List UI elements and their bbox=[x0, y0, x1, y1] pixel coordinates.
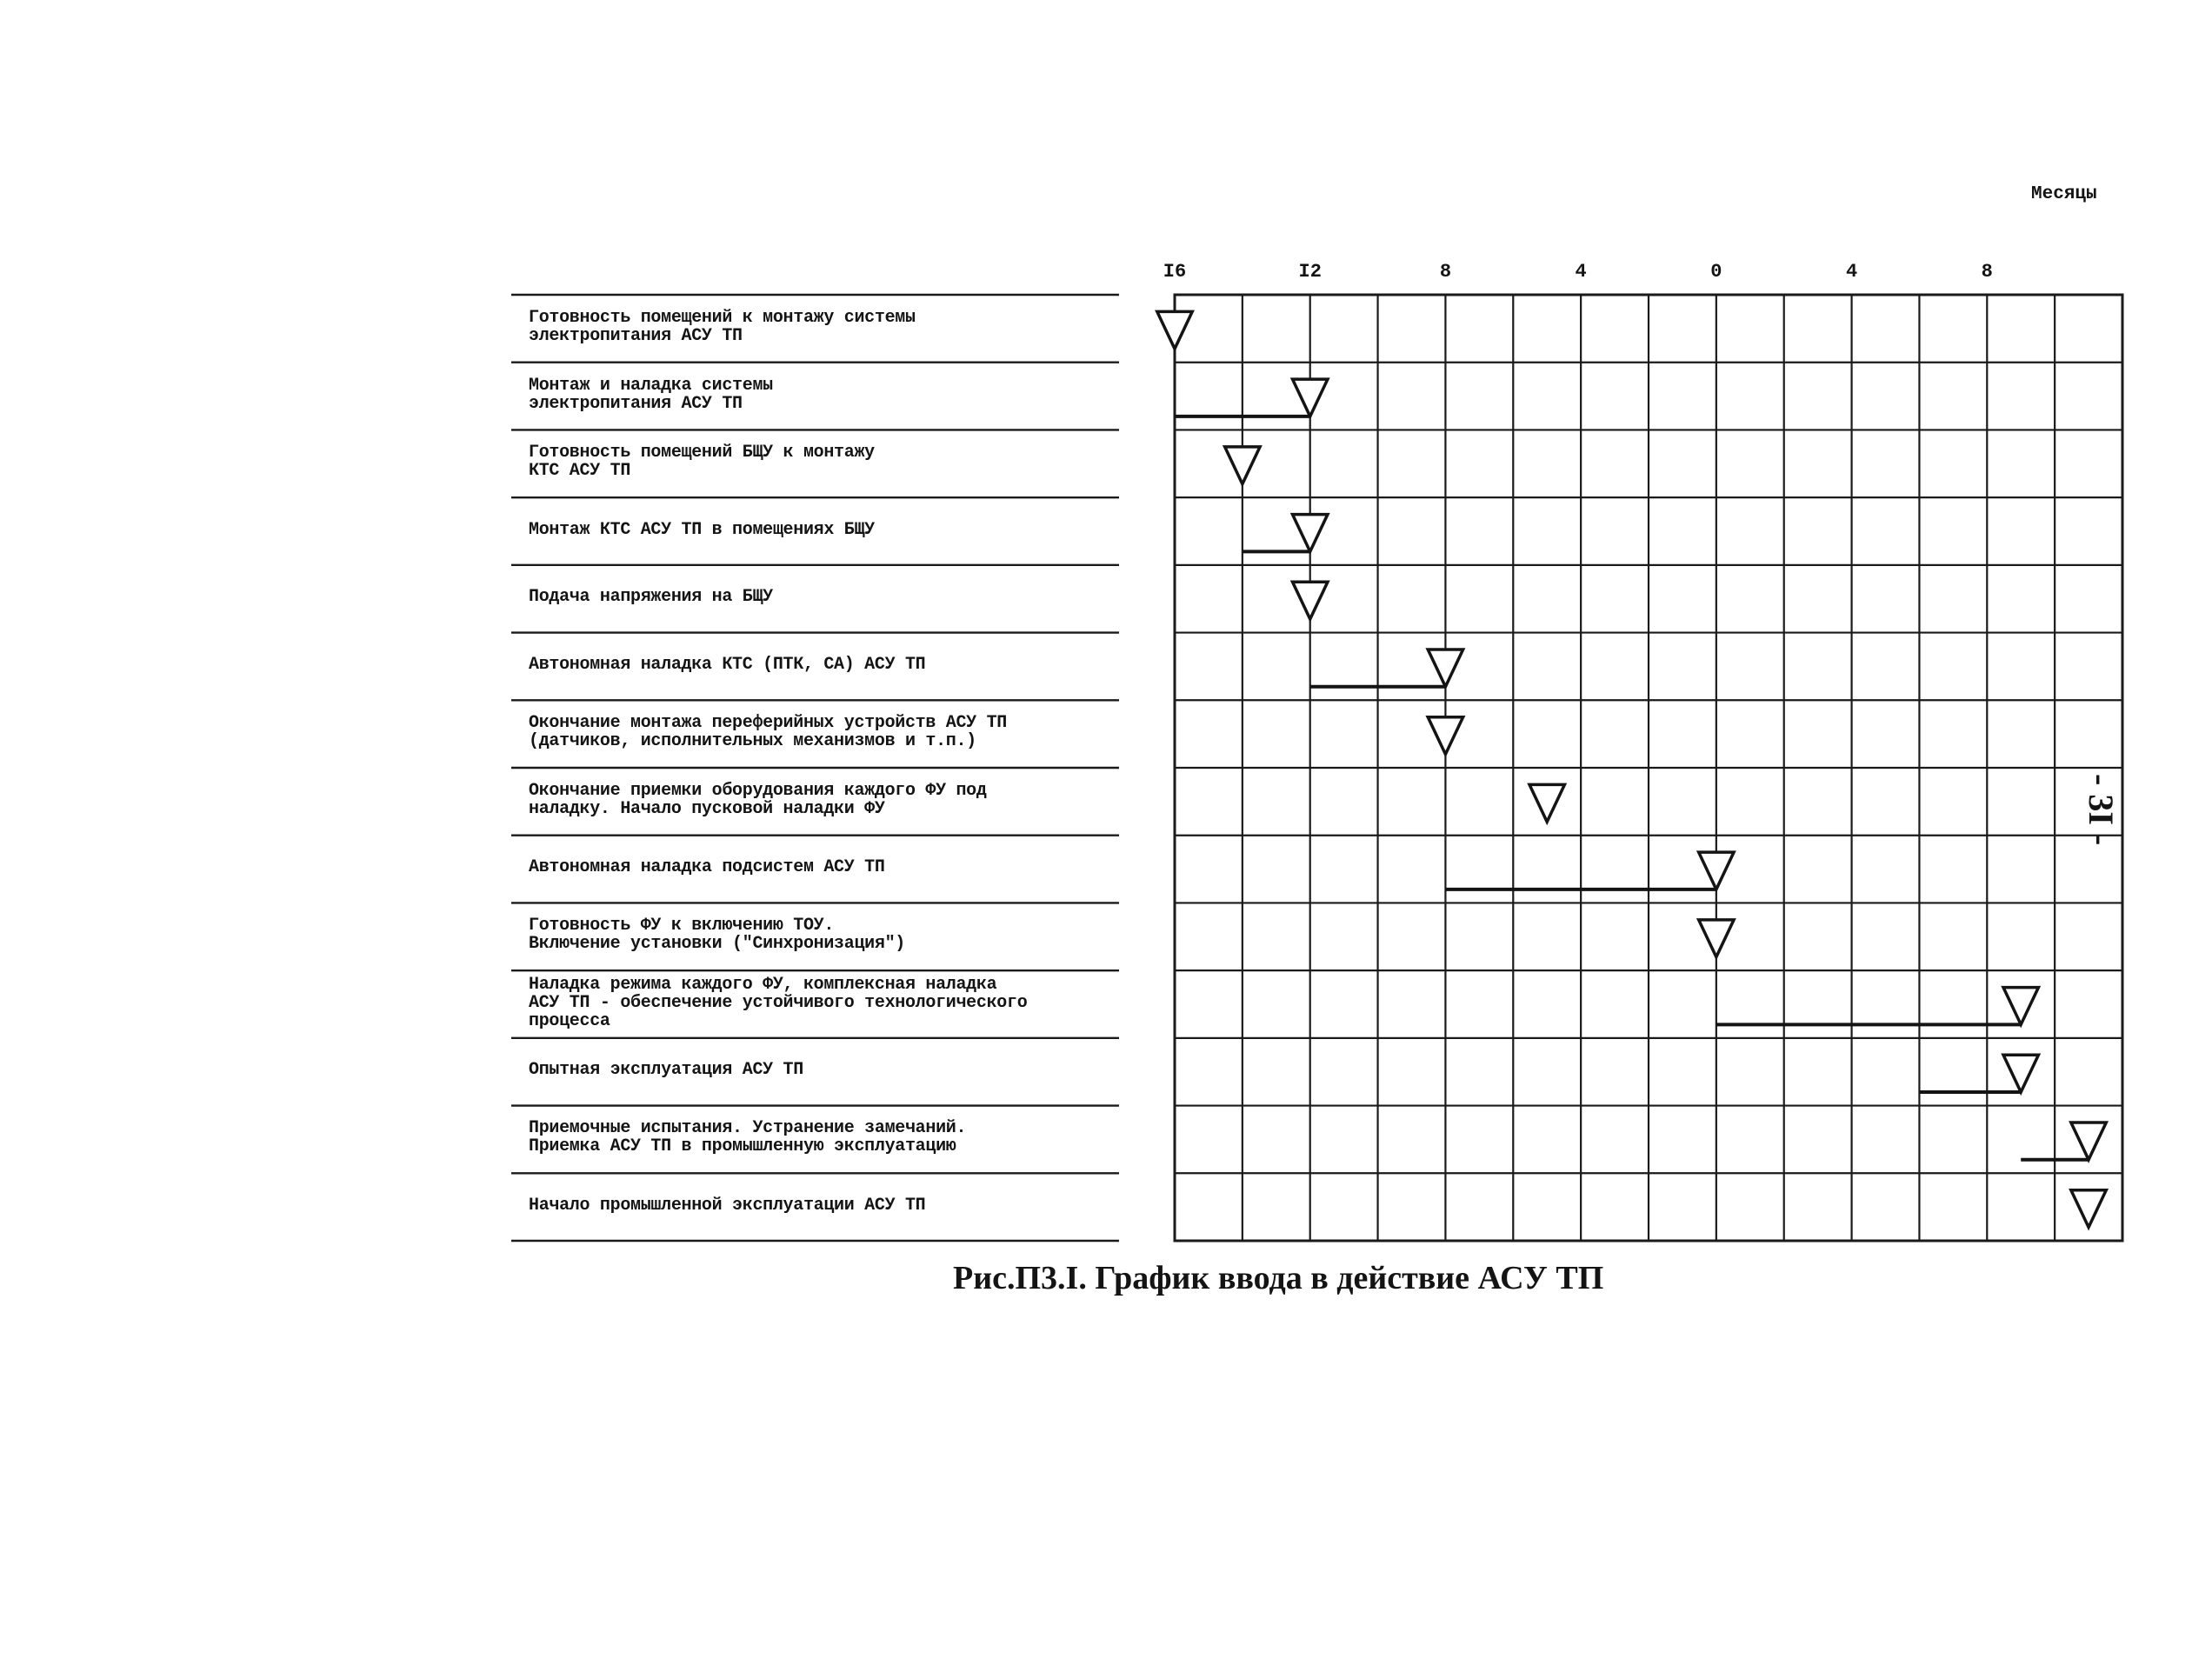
figure-caption: Рис.П3.I. График ввода в действие АСУ ТП bbox=[953, 1260, 1604, 1296]
milestone-triangle-icon bbox=[2003, 988, 2038, 1025]
month-tick-label: 4 bbox=[1575, 261, 1587, 283]
task-label-line: Автономная наладка подсистем АСУ ТП bbox=[529, 857, 885, 878]
task-label-line: (датчиков, исполнительных механизмов и т.п.) bbox=[529, 731, 976, 752]
task-label-line: КТС АСУ ТП bbox=[529, 461, 631, 482]
task-label-line: Опытная эксплуатация АСУ ТП bbox=[529, 1060, 803, 1081]
milestone-triangle-icon bbox=[1529, 784, 1564, 822]
task-label-line: Приемочные испытания. Устранение замечаний. bbox=[529, 1118, 967, 1139]
milestone-triangle-icon bbox=[2071, 1123, 2106, 1160]
milestone-triangle-icon bbox=[1293, 379, 1328, 416]
months-axis-title: Месяцы bbox=[2031, 184, 2097, 204]
task-label-line: Включение установки ("Синхронизация") bbox=[529, 934, 905, 955]
milestone-triangle-icon bbox=[1293, 582, 1328, 619]
month-tick-label: 4 bbox=[1845, 261, 1858, 283]
month-tick-label: 8 bbox=[1439, 261, 1452, 283]
milestone-triangle-icon bbox=[1428, 650, 1462, 687]
task-label-line: Окончание монтажа переферийных устройств АСУ ТП bbox=[529, 713, 1007, 734]
task-label-line: Монтаж и наладка системы bbox=[529, 375, 773, 396]
task-label-line: Готовность помещений к монтажу системы bbox=[529, 307, 916, 328]
task-label-line: Начало промышленной эксплуатации АСУ ТП bbox=[529, 1195, 926, 1216]
task-label-line: процесса bbox=[529, 1010, 610, 1031]
task-label-line: Подача напряжения на БЩУ bbox=[529, 587, 773, 608]
milestone-triangle-icon bbox=[1699, 852, 1734, 889]
task-label-line: Окончание приемки оборудования каждого ФУ под bbox=[529, 780, 987, 801]
milestone-triangle-icon bbox=[1428, 717, 1462, 755]
task-label-line: Готовность помещений БЩУ к монтажу bbox=[529, 443, 875, 463]
task-label-line: Готовность ФУ к включению ТОУ. bbox=[529, 916, 835, 936]
milestone-triangle-icon bbox=[1157, 311, 1192, 349]
month-tick-label: 8 bbox=[1981, 261, 1993, 283]
task-label-line: Автономная наладка КТС (ПТК, СА) АСУ ТП bbox=[529, 654, 926, 675]
task-label-line: Монтаж КТС АСУ ТП в помещениях БЩУ bbox=[529, 519, 875, 540]
task-label-line: Приемка АСУ ТП в промышленную эксплуатацию bbox=[529, 1136, 956, 1157]
milestone-triangle-icon bbox=[2003, 1055, 2038, 1092]
task-label-line: наладку. Начало пусковой наладки ФУ bbox=[529, 798, 885, 819]
task-label-line: электропитания АСУ ТП bbox=[529, 325, 743, 346]
month-tick-label: I6 bbox=[1163, 261, 1187, 283]
month-tick-label: 0 bbox=[1710, 261, 1722, 283]
milestone-triangle-icon bbox=[1293, 515, 1328, 552]
milestone-triangle-icon bbox=[1225, 447, 1260, 484]
milestone-triangle-icon bbox=[2071, 1190, 2106, 1228]
month-tick-label: I2 bbox=[1298, 261, 1322, 283]
task-label-line: Наладка режима каждого ФУ, комплексная наладка bbox=[529, 974, 997, 995]
page-number: - 3I - bbox=[2082, 774, 2121, 846]
task-label-line: электропитания АСУ ТП bbox=[529, 393, 743, 414]
milestone-triangle-icon bbox=[1699, 920, 1734, 957]
task-label-line: АСУ ТП - обеспечение устойчивого технологического bbox=[529, 992, 1028, 1013]
